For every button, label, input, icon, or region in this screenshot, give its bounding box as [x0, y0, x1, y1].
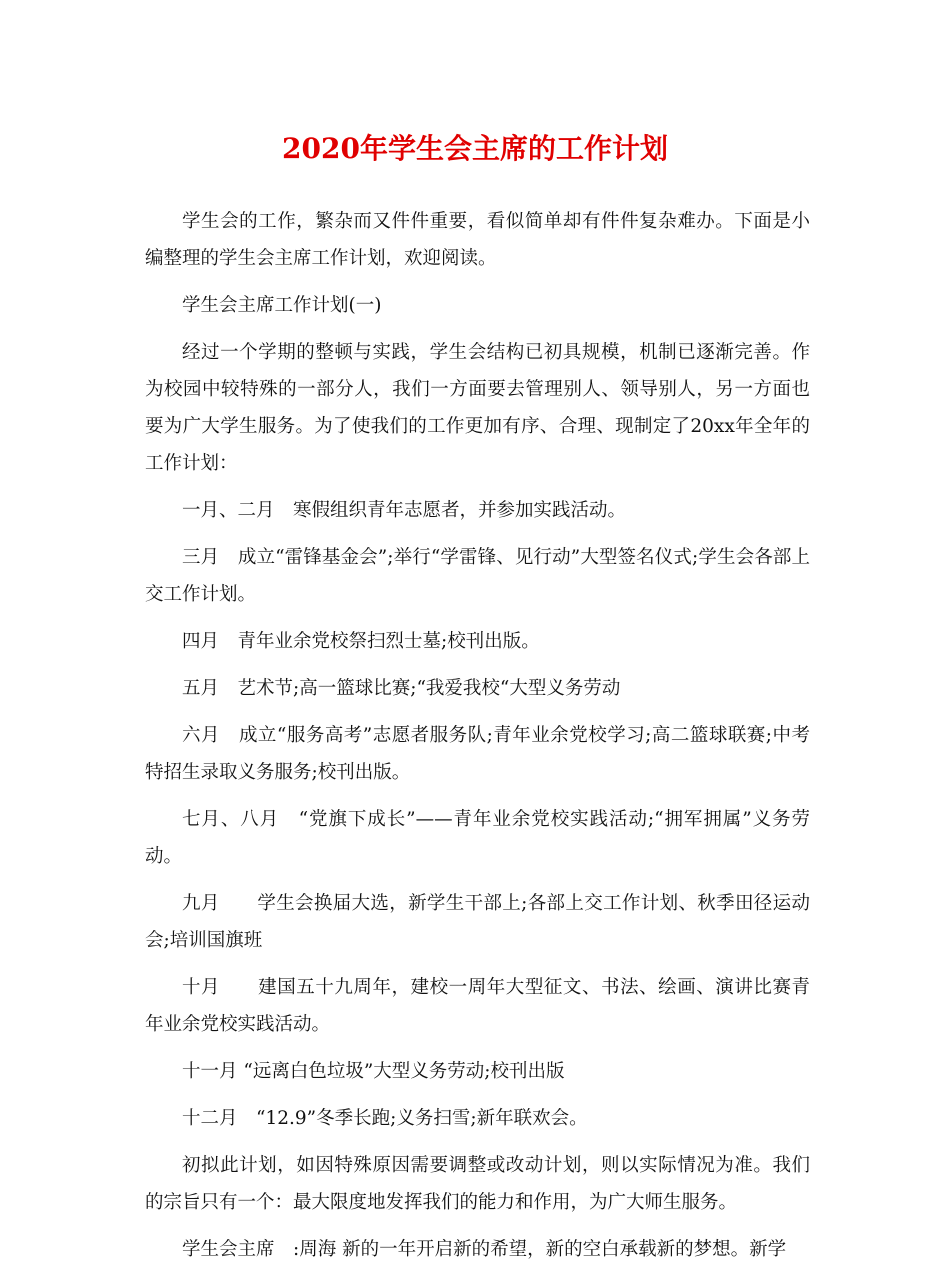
document-title: 2020年学生会主席的工作计划 [282, 132, 668, 165]
plan-item-mar: 三月 成立“雷锋基金会”;举行“学雷锋、见行动”大型签名仪式;学生会各部上交工作计划。 [145, 547, 810, 605]
plan-item-jul-aug: 七月、八月 “党旗下成长”——青年业余党校实践活动;“拥军拥属”义务劳动。 [145, 809, 810, 867]
plan-item-dec: 十二月 “12.9”冬季长跑;义务扫雪;新年联欢会。 [182, 1108, 588, 1129]
intro-paragraph: 学生会的工作，繁杂而又件件重要，看似简单却有件件复杂难办。下面是小编整理的学生会主席工作计划，欢迎阅读。 [145, 211, 810, 269]
document-body [145, 203, 810, 1278]
plan-item-nov: 十一月 “远离白色垃圾”大型义务劳动;校刊出版 [182, 1061, 565, 1082]
plan-item-apr: 四月 青年业余党校祭扫烈士墓;校刊出版。 [182, 631, 540, 652]
plan-item-sep: 九月 学生会换届大选，新学生干部上;各部上交工作计划、秋季田径运动会;培训国旗班 [145, 893, 810, 951]
section-heading: 学生会主席工作计划(一) [182, 295, 382, 316]
body-paragraph: 经过一个学期的整顿与实践，学生会结构已初具规模，机制已逐渐完善。作为校园中较特殊的一部分人，我们一方面要去管理别人、领导别人，另一方面也要为广大学生服务。为了使我们的工作更加有序、合理、现制定了20xx年全年的工作计划： [145, 342, 810, 474]
plan-item-jan-feb: 一月、二月 寒假组织青年志愿者，并参加实践活动。 [182, 500, 627, 521]
plan-item-may: 五月 艺术节;高一篮球比赛;“我爱我校“大型义务劳动 [182, 678, 621, 699]
signature-paragraph: 学生会主席 :周海 新的一年开启新的希望，新的空白承载新的梦想。新学 [182, 1239, 787, 1260]
plan-item-jun: 六月 成立“服务高考”志愿者服务队;青年业余党校学习;高二篮球联赛;中考特招生录取义务服务;校刊出版。 [145, 725, 810, 783]
closing-paragraph: 初拟此计划，如因特殊原因需要调整或改动计划，则以实际情况为准。我们的宗旨只有一个：最大限度地发挥我们的能力和作用，为广大师生服务。 [145, 1155, 810, 1213]
plan-item-oct: 十月 建国五十九周年，建校一周年大型征文、书法、绘画、演讲比赛青年业余党校实践活动。 [145, 977, 810, 1035]
